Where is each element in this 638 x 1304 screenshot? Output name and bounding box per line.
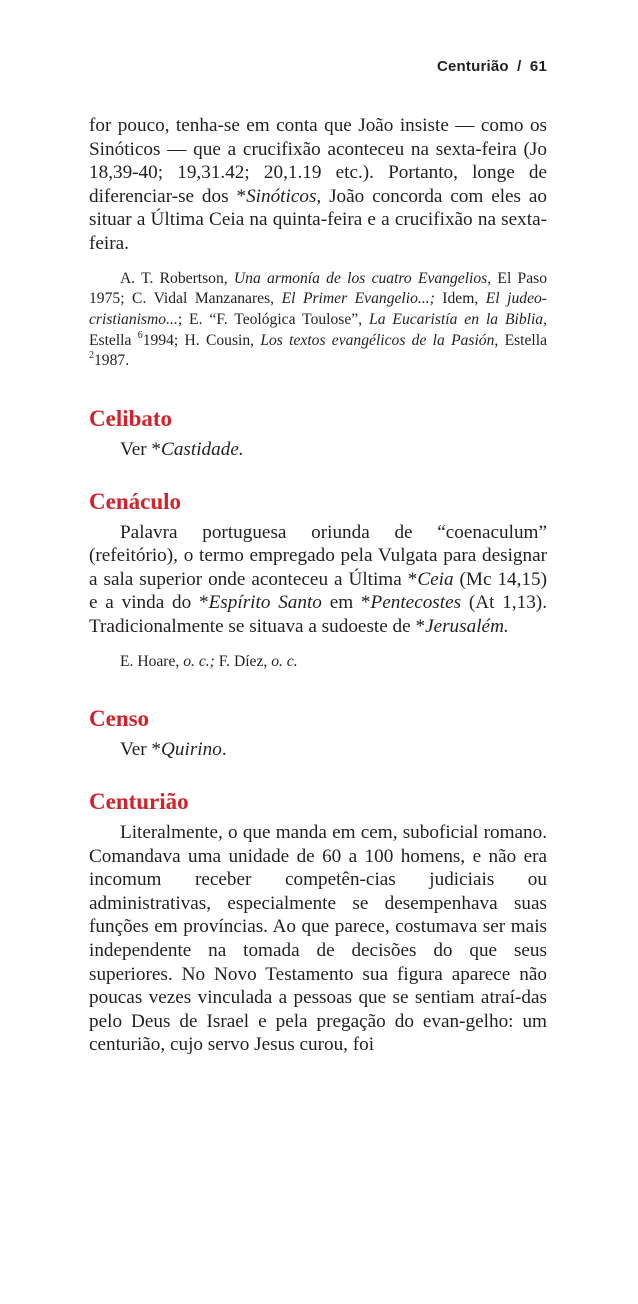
entry-references-cenaculo: E. Hoare, o. c.; F. Díez, o. c. — [120, 652, 298, 670]
running-header — [437, 58, 547, 75]
entry-title-cenaculo: Cenáculo — [89, 488, 181, 514]
entry-body-censo: Ver *Quirino. — [120, 739, 227, 761]
spacer — [89, 672, 547, 706]
running-title: Centurião — [436, 58, 509, 75]
spacer — [89, 372, 547, 406]
entry-body-cenaculo: Palavra portuguesa oriunda de “coenaculum” (refeitório), o termo empregado pela Vulgata para designar a sala superior onde aconteceu a Última *Ceia (Mc 14,15) e a vinda do *Espírito Santo em *Pentecostes (At 1,13). Tradicionalmente se situava a sudoeste de *Jerusalém. — [89, 521, 548, 638]
entry-title-celibato: Celibato — [89, 406, 173, 432]
page-content — [89, 114, 547, 1057]
entry-body-celibato: Ver *Castidade. — [120, 439, 244, 461]
spacer — [89, 762, 547, 789]
header-separator: / — [517, 58, 522, 75]
entry-body-centuriao: Literalmente, o que manda em cem, suboficial romano. Comandava uma unidade de 60 a 100 homens, e não era incomum receber competên-cias judiciais ou administrativas, especialmente se desempenhava suas funções em províncias. Ao que parece, costumava ser mais independente na tomada de decisões do que seus superiores. No Novo Testamento sua figura aparece não poucas vezes vinculada a pessoas que se sentiam atraí-das pelo Deus de Israel e pela pregação do evan-gelho: um centurião, cujo servo Jesus curou, foi — [89, 821, 547, 1056]
page-number: 61 — [529, 58, 547, 75]
intro-references: A. T. Robertson, Una armonía de los cuatro Evangelios, El Paso 1975; C. Vidal Manzanares, El Primer Evangelio...; Idem, El judeo-cristianismo...; E. “F. Teológica Toulose”, La Eucaristía en la Biblia, Estella $^6$1994; H. Cousin, Los textos evangélicos de la Pasión, Estella $^2$1987. — [89, 269, 548, 370]
entry-title-censo: Censo — [89, 706, 150, 732]
intro-paragraph: for pouco, tenha-se em conta que João insiste — como os Sinóticos — que a crucifixão aconteceu na sexta-feira (Jo 18,39-40; 19,31.42; 20,1.19 etc.). Portanto, longe de diferenciar-se dos *Sinóticos, João concorda com eles ao situar a Última Ceia na quinta-feira e a crucifixão na sexta-feira. — [89, 115, 547, 254]
entry-title-centuriao: Centurião — [89, 788, 189, 814]
spacer — [89, 462, 547, 489]
